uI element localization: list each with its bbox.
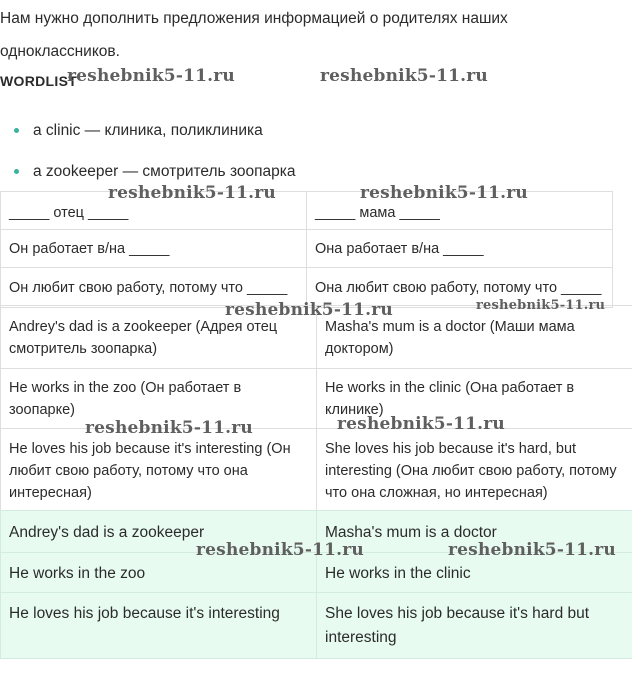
translation-table [0,305,632,511]
table-cell: He loves his job because it's interesting [1,593,317,659]
table-cell: He works in the clinic (Она работает в клинике) [317,369,632,429]
watermark: reshebnik5-11.ru [225,300,393,320]
intro-text: Нам нужно дополнить предложения информацией о родителях наших одноклассников. [0,10,508,60]
watermark: reshebnik5-11.ru [320,66,488,86]
table-cell: Masha's mum is a doctor (Маши мама доктором) [317,306,632,369]
watermark: reshebnik5-11.ru [448,540,616,560]
table-cell: He works in the zoo (Он работает в зоопарке) [1,369,317,429]
table-cell: _____ мама _____ [307,192,613,230]
table-cell: Masha's mum is a doctor [317,511,632,553]
answer-table [0,510,632,659]
watermark: reshebnik5-11.ru [108,183,276,203]
table-cell: He works in the zoo [1,553,317,593]
table-row [1,593,632,659]
word-entry: a zookeeper — смотритель зоопарка [33,163,296,180]
watermark: reshebnik5-11.ru [337,414,505,434]
watermark: reshebnik5-11.ru [67,66,235,86]
bullet-icon [14,169,19,174]
watermark: reshebnik5-11.ru [360,183,528,203]
table-cell: _____ отец _____ [1,192,307,230]
table-cell: Он любит свою работу, потому что _____ [1,268,307,308]
table-cell: He loves his job because it's interesting (Он любит свою работу, потому что она интересная) [1,429,317,511]
table-cell: Он работает в/на _____ [1,230,307,268]
list-item [0,118,296,159]
word-entry: a clinic — клиника, поликлиника [33,122,263,139]
table-cell: Она работает в/на _____ [307,230,613,268]
table-cell: Andrey's dad is a zookeeper (Адрея отец смотритель зоопарка) [1,306,317,369]
table-cell: She loves his job because it's hard but interesting [317,593,632,659]
bullet-icon [14,128,19,133]
table-cell: She loves his job because it's hard, but interesting (Она любит свою работу, потому что она сложная, но интересная) [317,429,632,511]
table-cell: Andrey's dad is a zookeeper [1,511,317,553]
watermark: reshebnik5-11.ru [476,298,606,313]
table-row [1,429,632,511]
table-row [1,230,613,268]
wordlist-heading: WORDLIST [0,73,78,89]
watermark: reshebnik5-11.ru [196,540,364,560]
table-cell: He works in the clinic [317,553,632,593]
template-table [0,191,613,308]
watermark: reshebnik5-11.ru [85,418,253,438]
table-cell: Она любит свою работу, потому что _____ [307,268,613,308]
